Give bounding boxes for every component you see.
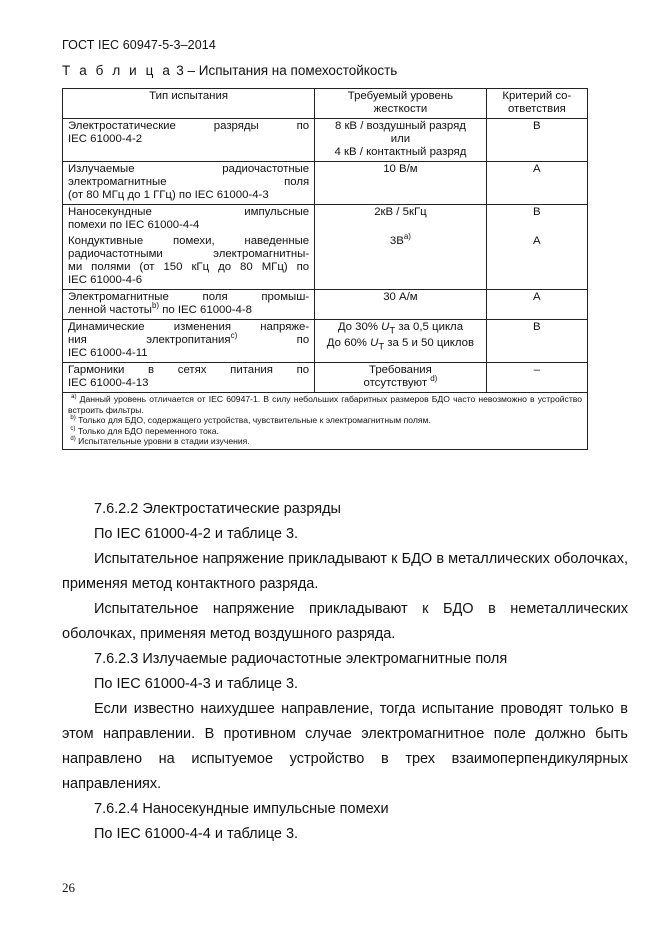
criterion-cell: B	[486, 320, 587, 363]
table-footnotes	[63, 393, 588, 450]
test-name-line: (от 80 МГц до 1 ГГц) по IEC 61000-4-3	[68, 189, 269, 201]
severity-line: 4 кВ / контактный разряд	[334, 146, 467, 158]
test-name-line: Излучаемые радиочастотные	[68, 163, 310, 175]
paragraph: Испытательное напряжение прикладывают к БДО в металлических оболочках, применяя метод контактного разряда.	[62, 551, 628, 592]
test-name-cell	[63, 162, 315, 205]
test-name-line: IEC 61000-4-2	[68, 133, 143, 145]
section-heading: 7.6.2.2 Электростатические разряды	[94, 501, 341, 517]
criterion-cell: A	[486, 290, 587, 320]
test-name-line: ния электропитания	[68, 334, 231, 346]
criterion-cell: B	[486, 205, 587, 235]
paragraph: Если известно наихудшее направление, тогда испытание проводят только в этом направлении. В противном случае электромагнитное поле должно быть направлено на испытуемое устройство в трех взаимоперпендикулярных направлениях.	[62, 701, 628, 792]
table-row	[63, 119, 588, 162]
criterion-cell: A	[486, 162, 587, 205]
table-row	[63, 234, 588, 290]
test-name-line: Электромагнитные поля промыш-	[68, 291, 310, 303]
test-name-line: Наносекундные импульсные	[68, 206, 310, 218]
test-name-line: IEC 61000-4-13	[68, 377, 149, 389]
severity-cell	[315, 234, 487, 290]
body-text	[62, 497, 628, 847]
footnote: $^{c)}$ Только для БДО переменного тока.	[70, 425, 219, 436]
test-name-line-tail: по	[237, 334, 310, 346]
severity-line: До 60% $U_T$ за 5 и 50 циклов	[326, 337, 475, 353]
table-row	[63, 290, 588, 320]
severity-cell: 10 В/м	[315, 162, 487, 205]
test-name-line-tail: по IEC 61000-4-8	[159, 304, 252, 316]
severity-cell	[315, 363, 487, 393]
test-name-line: радиочастотными электромагнитны-	[68, 248, 310, 260]
footnote-mark: d)	[430, 374, 438, 384]
severity-line: Требования	[369, 364, 432, 376]
paragraph: По IEC 61000-4-3 и таблице 3.	[94, 676, 299, 692]
section-heading: 7.6.2.3 Излучаемые радиочастотные электромагнитные поля	[94, 651, 508, 667]
paragraph: По IEC 61000-4-2 и таблице 3.	[94, 526, 299, 542]
document-standard-header: ГОСТ IEC 60947-5-3–2014	[62, 38, 216, 52]
immunity-tests-table	[62, 88, 588, 450]
severity-line: или	[390, 133, 411, 145]
footnote-mark: c)	[230, 331, 238, 341]
test-name-line: IEC 61000-4-11	[68, 347, 148, 359]
table-row	[63, 320, 588, 363]
test-name-cell	[63, 363, 315, 393]
severity-line: 8 кВ / воздушный разряд	[334, 120, 466, 132]
severity-cell: 2кВ / 5кГц	[315, 205, 487, 235]
test-name-line: IEC 61000-4-6	[68, 274, 143, 286]
table-header-row	[63, 89, 588, 119]
test-name-line: Электростатические разряды по	[68, 120, 310, 132]
footnote: $^{d)}$ Испытательные уровни в стадии изучения.	[70, 436, 250, 446]
footnote-mark: a)	[403, 232, 411, 242]
test-name-line: Кондуктивные помехи, наведенные	[68, 235, 310, 247]
severity-line: 3В	[389, 235, 404, 247]
table-caption-number: 3	[176, 63, 184, 78]
test-name-cell	[63, 205, 315, 235]
test-name-line: Гармоники в сетях питания по	[68, 364, 310, 376]
test-name-line: ми полями (от 150 кГц до 80 МГц) по	[68, 261, 310, 273]
table-row	[63, 205, 588, 235]
table-row	[63, 162, 588, 205]
table-caption-prefix: Т а б л и ц а	[62, 63, 173, 78]
test-name-cell	[63, 320, 315, 363]
table-caption-title: – Испытания на помехостойкость	[183, 63, 398, 78]
paragraph: Испытательное напряжение прикладывают к БДО в неметаллических оболочках, применяя метод воздушного разряда.	[62, 601, 628, 642]
severity-line: отсутствуют	[363, 377, 428, 389]
table-caption	[62, 63, 397, 78]
test-name-line: помехи по IEC 61000-4-4	[68, 219, 200, 231]
criterion-cell: B	[486, 119, 587, 162]
page-number: 26	[62, 880, 75, 895]
test-name-line: ленной частоты	[68, 304, 152, 316]
severity-cell	[315, 119, 487, 162]
footnote: $^{a)}$ Данный уровень отличается от IEC 60947-1. В силу небольших габаритных размеров БДО часто невозможно в устройство встроить фильтры.	[68, 394, 583, 415]
table-notes-row	[63, 393, 588, 450]
test-name-cell	[63, 290, 315, 320]
table-row	[63, 363, 588, 393]
header-severity: Требуемый уровень жесткости	[315, 89, 487, 119]
footnote-mark: b)	[151, 301, 160, 311]
test-name-line: Динамические изменения напряже-	[68, 321, 310, 333]
footnote: $^{b)}$ Только для БДО, содержащего устройства, чувствительные к электромагнитным полям.	[70, 415, 431, 425]
paragraph: По IEC 61000-4-4 и таблице 3.	[94, 826, 299, 842]
severity-line: До 30% $U_T$ за 0,5 цикла	[337, 321, 464, 337]
severity-cell: 30 А/м	[315, 290, 487, 320]
test-name-line: электромагнитные поля	[68, 176, 310, 188]
criterion-cell: –	[486, 363, 587, 393]
test-name-cell	[63, 119, 315, 162]
section-heading: 7.6.2.4 Наносекундные импульсные помехи	[94, 801, 389, 817]
criterion-cell: A	[486, 234, 587, 290]
header-test-type: Тип испытания	[63, 89, 315, 119]
test-name-cell	[63, 234, 315, 290]
severity-cell	[315, 320, 487, 363]
header-criterion: Критерий со-ответствия	[486, 89, 587, 119]
